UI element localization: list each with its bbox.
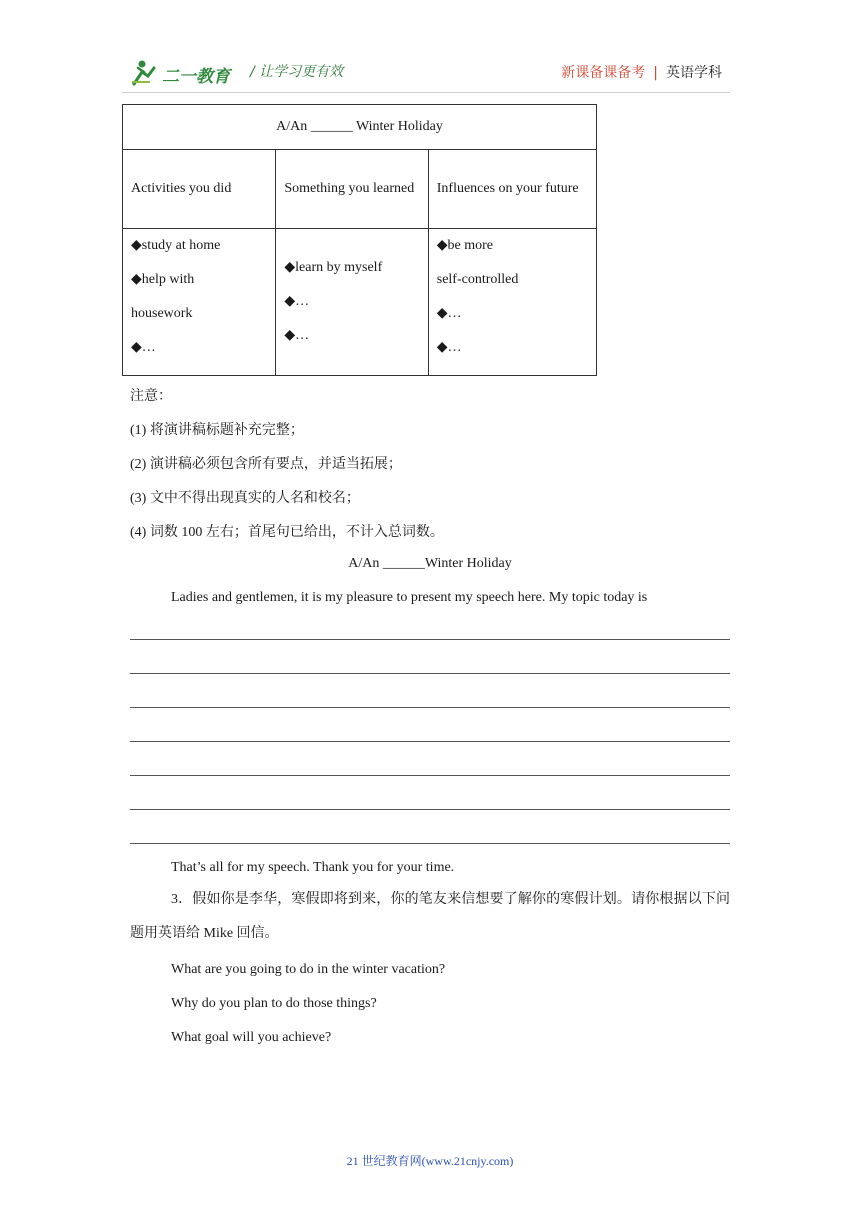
list-item: housework <box>131 306 193 321</box>
header-subject <box>561 62 722 82</box>
writing-line[interactable] <box>130 843 730 844</box>
note-item: (2) 演讲稿必须包含所有要点，并适当拓展； <box>130 457 402 472</box>
header-separator: | <box>653 65 658 81</box>
notes-section <box>130 380 730 550</box>
list-item: ◆be more <box>436 238 493 253</box>
table-header-activities: Activities you did <box>123 150 276 229</box>
note-item: (1) 将演讲稿标题补充完整； <box>130 423 304 438</box>
list-item: ◆… <box>436 340 462 355</box>
note-item: (4) 词数 100 左右；首尾句已给出，不计入总词数。 <box>130 525 444 540</box>
list-item: ◆… <box>284 294 310 309</box>
list-item: ◆study at home <box>131 238 221 253</box>
list-item: ◆… <box>436 306 462 321</box>
writing-line[interactable] <box>130 673 730 674</box>
header-subject-label: 英语学科 <box>666 65 722 81</box>
brand-logo <box>130 58 240 88</box>
logo-text: 二一教育 <box>162 67 230 87</box>
question-3-prompt: 3．假如你是李华，寒假即将到来，你的笔友来信想要了解你的寒假计划。请你根据以下问题用英语给 Mike 回信。 <box>130 892 730 941</box>
table-cell-activities <box>123 229 276 376</box>
writing-line[interactable] <box>130 775 730 776</box>
list-item: ◆… <box>131 340 156 355</box>
question-item: Why do you plan to do those things? <box>171 996 377 1011</box>
list-item: ◆learn by myself <box>284 260 383 275</box>
writing-line[interactable] <box>130 741 730 742</box>
table-header-learned: Something you learned <box>276 150 428 229</box>
table-header-influences: Influences on your future <box>428 150 596 229</box>
speech-title: A/An ______Winter Holiday <box>348 556 512 571</box>
header-divider <box>122 92 730 93</box>
header-course: 新课备课备考 <box>561 65 646 81</box>
list-item: ◆help with <box>131 272 195 287</box>
list-item: self-controlled <box>436 272 519 287</box>
page-footer: 21 世纪教育网(www.21cnjy.com) <box>346 1154 514 1168</box>
writing-line[interactable] <box>130 707 730 708</box>
question-item: What goal will you achieve? <box>171 1030 332 1045</box>
speech-closing: That’s all for my speech. Thank you for your time. <box>171 860 455 875</box>
note-item: (3) 文中不得出现真实的人名和校名； <box>130 491 360 506</box>
notes-heading: 注意： <box>130 389 172 404</box>
writing-line[interactable] <box>130 809 730 810</box>
writing-line[interactable] <box>130 639 730 640</box>
header-slogan: / 让学习更有效 <box>250 64 344 80</box>
question-item: What are you going to do in the winter vacation? <box>171 962 446 977</box>
table-cell-learned <box>276 229 428 376</box>
table-cell-influences <box>428 229 596 376</box>
table-title: A/An ______ Winter Holiday <box>123 105 597 150</box>
speech-outline-table <box>122 104 597 376</box>
question-3-list <box>171 953 731 1055</box>
speech-opening: Ladies and gentlemen, it is my pleasure to present my speech here. My topic today is <box>171 590 648 605</box>
list-item: ◆… <box>284 328 310 343</box>
